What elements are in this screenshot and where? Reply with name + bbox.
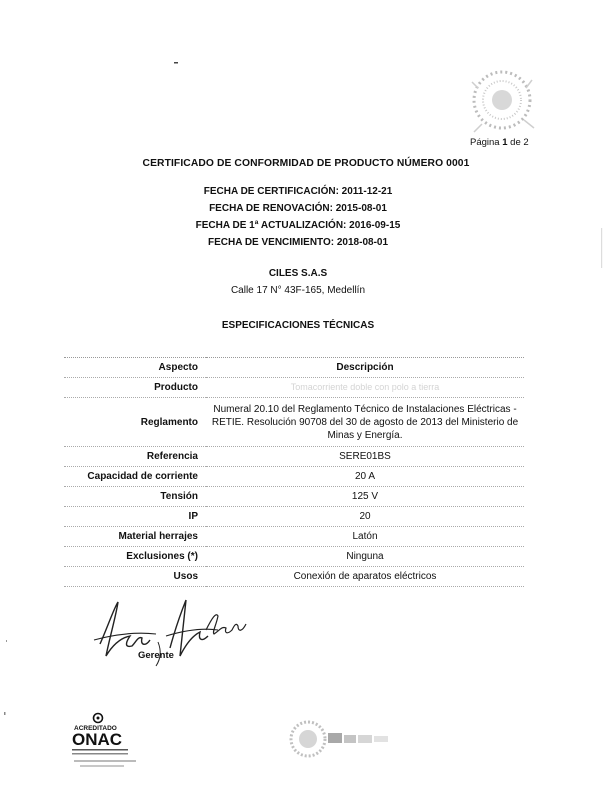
table-row (64, 547, 524, 567)
row-description: Conexión de aparatos eléctricos (206, 567, 524, 587)
row-aspect: Producto (64, 378, 206, 398)
table-row (64, 527, 524, 547)
company-name: CILES S.A.S (268, 268, 328, 279)
page-of-label: de (510, 137, 521, 148)
row-aspect: Material herrajes (64, 527, 206, 547)
row-description: 20 A (206, 467, 524, 487)
row-description: Numeral 20.10 del Reglamento Técnico de Instalaciones Eléctricas - RETIE. Resolución 90708 del 30 de agosto de 2013 del Ministerio de Minas y Energía. (206, 398, 524, 447)
row-aspect: Capacidad de corriente (64, 467, 206, 487)
row-aspect: Exclusiones (*) (64, 547, 206, 567)
signer-role: Gerente (138, 650, 174, 661)
faded-stamp (288, 715, 398, 765)
row-aspect: Usos (64, 567, 206, 587)
table-row (64, 398, 524, 447)
expiration-date: FECHA DE VENCIMIENTO: 2018-08-01 (207, 237, 389, 248)
page-total: 2 (523, 137, 529, 148)
page-label: Página (470, 137, 500, 148)
row-aspect: Tensión (64, 487, 206, 507)
onac-accreditation-logo (70, 712, 150, 772)
specs-title: ESPECIFICACIONES TÉCNICAS (221, 320, 375, 331)
first-update-date: FECHA DE 1ª ACTUALIZACIÓN: 2016-09-15 (195, 220, 401, 231)
row-aspect: Reglamento (64, 398, 206, 447)
onac-brand-label: ONAC (72, 730, 123, 749)
company-address: Calle 17 N° 43F-165, Medellín (230, 285, 366, 296)
table-row (64, 507, 524, 527)
row-description: Tomacorriente doble con polo a tierra (206, 378, 524, 398)
table-header-row (64, 358, 524, 378)
certificate-title: CERTIFICADO DE CONFORMIDAD DE PRODUCTO NÚMERO 0001 (142, 158, 470, 169)
table-row (64, 378, 524, 398)
row-description: SERE01BS (206, 447, 524, 467)
handwritten-signature (86, 596, 262, 668)
table-row (64, 487, 524, 507)
certificate-dates (0, 183, 596, 251)
table-row (64, 567, 524, 587)
header-aspect: Aspecto (64, 358, 206, 378)
row-aspect: Referencia (64, 447, 206, 467)
table-row (64, 467, 524, 487)
certification-seal (452, 58, 542, 142)
row-description: Latón (206, 527, 524, 547)
row-description: 20 (206, 507, 524, 527)
onac-accredited-label: ACREDITADO (74, 725, 117, 732)
page-indicator (470, 137, 529, 148)
certification-date: FECHA DE CERTIFICACIÓN: 2011-12-21 (203, 186, 393, 197)
header-description: Descripción (206, 358, 524, 378)
specs-table (64, 357, 524, 587)
row-description: Ninguna (206, 547, 524, 567)
renewal-date: FECHA DE RENOVACIÓN: 2015-08-01 (209, 203, 387, 214)
company-block (0, 265, 596, 299)
page-current: 1 (502, 137, 508, 148)
row-description: 125 V (206, 487, 524, 507)
row-aspect: IP (64, 507, 206, 527)
table-row (64, 447, 524, 467)
